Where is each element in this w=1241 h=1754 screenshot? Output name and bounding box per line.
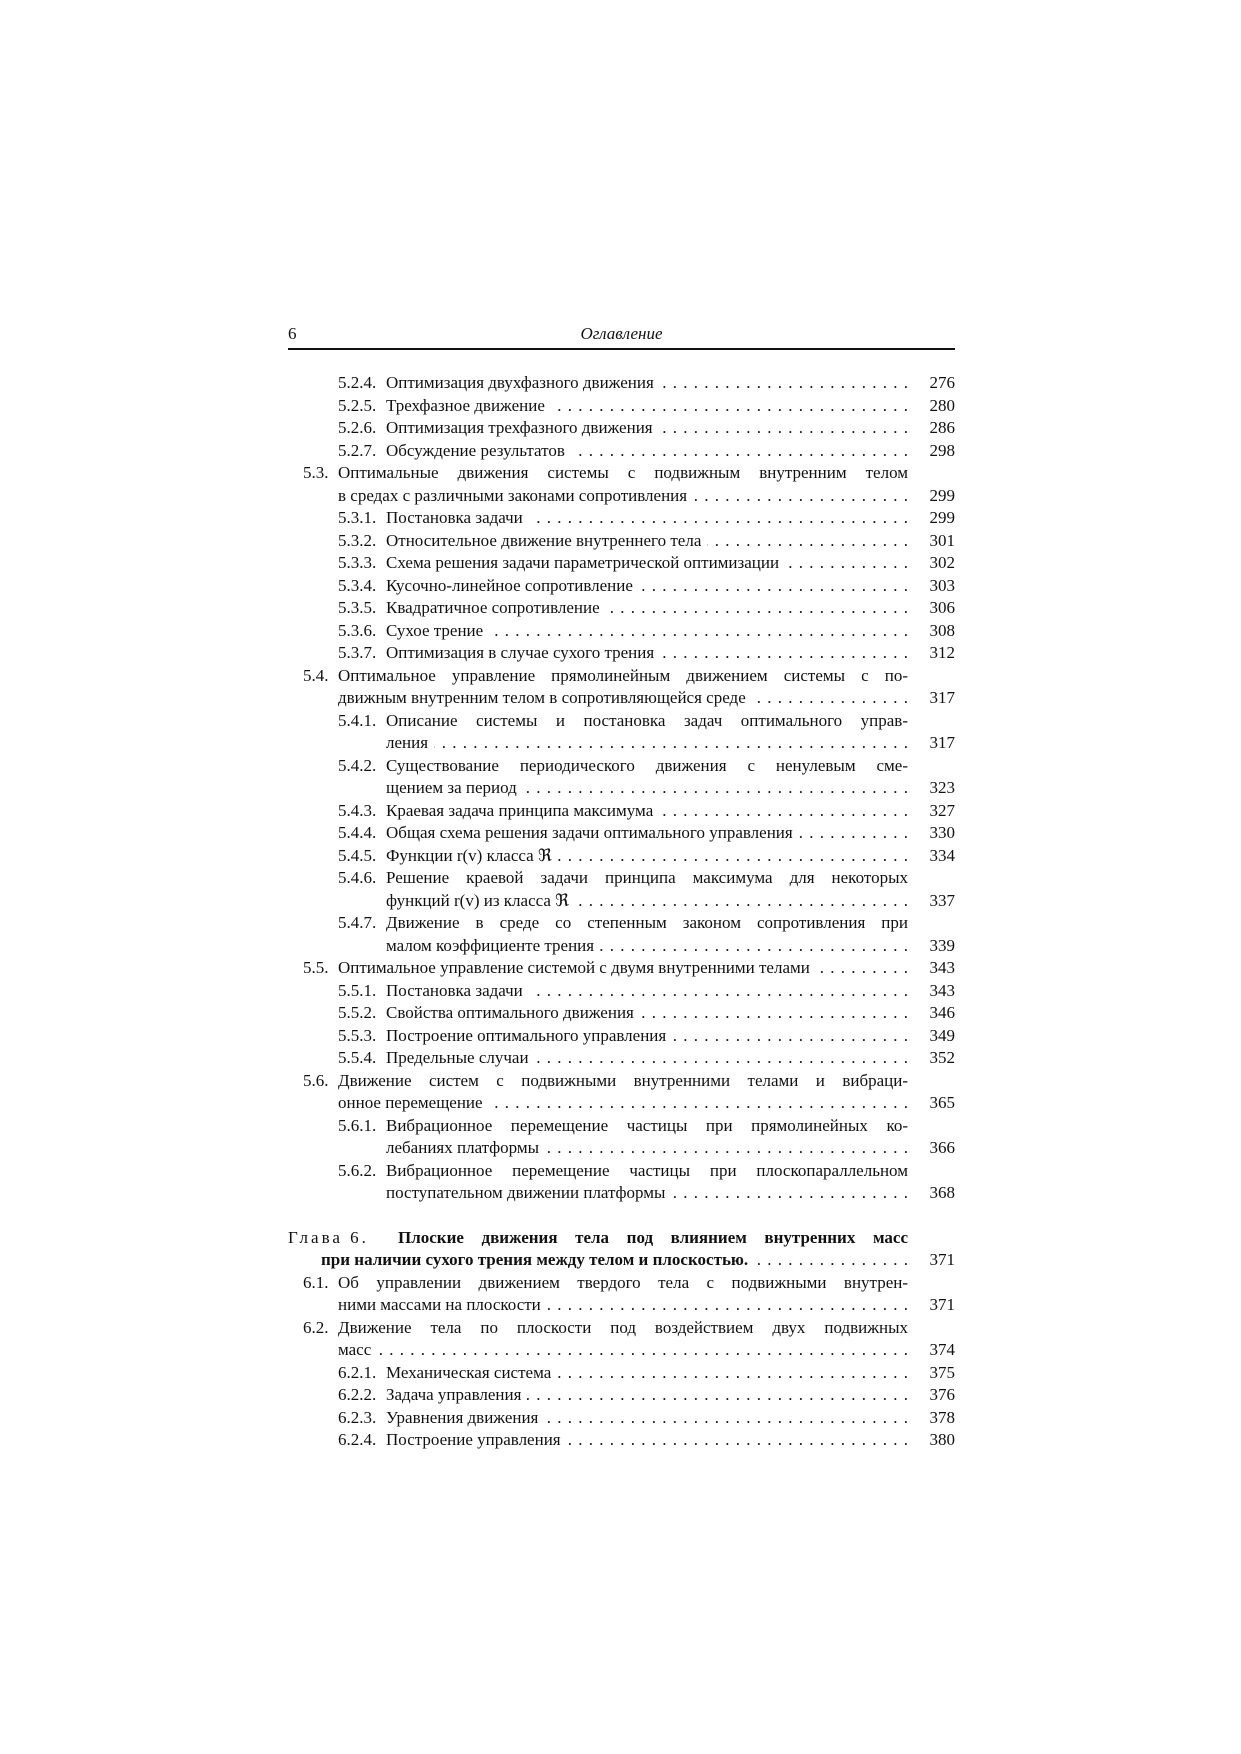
toc-entry-line bbox=[288, 1002, 955, 1025]
section-number: 5.4.6. bbox=[338, 868, 377, 887]
page-ref: 334 bbox=[929, 845, 955, 865]
toc-entry[interactable] bbox=[288, 417, 955, 440]
section-title: Движение в среде со степенным законом сопротивления при bbox=[386, 913, 908, 932]
leader-dots bbox=[571, 440, 908, 463]
leader-dots bbox=[544, 1407, 908, 1430]
section-title: Функции r(v) класса ℜ bbox=[386, 845, 552, 865]
leader-dots bbox=[489, 1092, 908, 1115]
toc-entry-line bbox=[288, 1384, 955, 1407]
section-title: Уравнения движения bbox=[386, 1407, 539, 1427]
running-title: Оглавление bbox=[580, 324, 663, 343]
section-number: 5.4.1. bbox=[338, 710, 377, 730]
section-title: Движение тела по плоскости под воздействием двух подвижных bbox=[338, 1317, 908, 1337]
section-number: 5.3.1. bbox=[338, 508, 377, 527]
leader-dots bbox=[752, 687, 908, 710]
toc-entry[interactable] bbox=[288, 1362, 955, 1385]
page-ref: 286 bbox=[929, 418, 955, 437]
section-number: 5.6.1. bbox=[338, 1115, 377, 1135]
section-title: Построение управления bbox=[386, 1430, 561, 1449]
page-ref: 371 bbox=[929, 1250, 955, 1269]
leader-dots bbox=[377, 1339, 908, 1362]
toc-entry[interactable] bbox=[288, 642, 955, 665]
section-number: 5.3.2. bbox=[338, 530, 377, 550]
section-title: при наличии сухого трения между телом и плоскостью. bbox=[321, 1250, 749, 1269]
section-title: поступательном движении платформы bbox=[386, 1183, 666, 1202]
section-title: Краевая задача принципа максимума bbox=[386, 800, 654, 820]
toc-entry-line bbox=[288, 957, 955, 980]
section-title: щением за период bbox=[386, 778, 517, 797]
toc-entry[interactable] bbox=[288, 957, 955, 980]
toc-entry-line bbox=[288, 980, 955, 1003]
section-title: Движение систем с подвижными внутренними телами и вибраци- bbox=[338, 1070, 908, 1090]
page-ref: 317 bbox=[929, 733, 955, 752]
toc-entry-line bbox=[288, 890, 955, 913]
page-ref: 352 bbox=[929, 1048, 955, 1067]
toc-entry[interactable] bbox=[288, 755, 955, 800]
toc-entry[interactable] bbox=[288, 912, 955, 957]
section-title: Общая схема решения задачи оптимального управления bbox=[386, 823, 793, 842]
section-title: Оптимизация в случае сухого трения bbox=[386, 643, 655, 662]
toc-entry[interactable] bbox=[288, 1002, 955, 1025]
leader-dots bbox=[489, 620, 908, 643]
toc-entry[interactable] bbox=[288, 552, 955, 575]
page-ref: 301 bbox=[929, 530, 955, 550]
leader-dots bbox=[434, 732, 908, 755]
leader-dots bbox=[659, 800, 908, 823]
toc-entry-line bbox=[288, 417, 955, 440]
toc-entry-line bbox=[288, 1160, 908, 1183]
section-title: Оптимальное управление системой с двумя внутренними телами bbox=[338, 958, 810, 977]
leader-dots bbox=[557, 1362, 908, 1385]
toc-entry[interactable] bbox=[288, 1407, 955, 1430]
section-title: ления bbox=[386, 733, 429, 752]
toc-entry[interactable] bbox=[288, 1272, 955, 1317]
section-title: Задача управления bbox=[386, 1385, 522, 1404]
section-title: Свойства оптимального движения bbox=[386, 1003, 634, 1022]
leader-dots bbox=[558, 845, 908, 868]
toc-entry[interactable] bbox=[288, 462, 955, 507]
toc-entry[interactable] bbox=[288, 372, 955, 395]
toc-entry-line bbox=[288, 777, 955, 800]
section-number: 6.2.1. bbox=[338, 1362, 377, 1382]
section-number: 5.5. bbox=[303, 958, 329, 977]
leader-dots bbox=[567, 1429, 908, 1452]
toc-entry-line bbox=[288, 912, 908, 935]
page-ref: 343 bbox=[929, 958, 955, 977]
leader-dots bbox=[551, 395, 908, 418]
leader-dots bbox=[640, 1002, 908, 1025]
section-title: Схема решения задачи параметрической оптимизации bbox=[386, 553, 780, 572]
toc-entry[interactable] bbox=[288, 1025, 955, 1048]
toc-entry-line bbox=[288, 597, 955, 620]
page-ref: 299 bbox=[929, 485, 955, 505]
leader-dots bbox=[799, 822, 908, 845]
page-ref: 308 bbox=[929, 620, 955, 640]
section-number: 6.2.3. bbox=[338, 1407, 377, 1427]
page-ref: 317 bbox=[929, 688, 955, 707]
toc-entry[interactable] bbox=[288, 575, 955, 598]
toc-entry[interactable] bbox=[288, 1384, 955, 1407]
toc-entry[interactable] bbox=[288, 530, 955, 553]
toc-entry-line bbox=[288, 732, 955, 755]
section-title: Построение оптимального управления bbox=[386, 1025, 667, 1045]
page-ref: 349 bbox=[929, 1025, 955, 1045]
page-ref: 346 bbox=[929, 1003, 955, 1022]
section-number: 5.5.3. bbox=[338, 1025, 377, 1045]
section-title: малом коэффициенте трения bbox=[386, 935, 595, 955]
section-title: Постановка задачи bbox=[386, 508, 523, 527]
section-number: 5.2.5. bbox=[338, 395, 377, 415]
table-of-contents bbox=[288, 372, 955, 1452]
section-title: Механическая система bbox=[386, 1362, 552, 1382]
page-ref: 371 bbox=[929, 1295, 955, 1314]
page-ref: 330 bbox=[929, 823, 955, 842]
page-ref: 374 bbox=[929, 1340, 955, 1359]
toc-entry[interactable] bbox=[288, 440, 955, 463]
toc-entry[interactable] bbox=[288, 1047, 955, 1070]
section-title: Об управлении движением твердого тела с подвижными внутрен- bbox=[338, 1272, 908, 1292]
section-title: ними массами на плоскости bbox=[338, 1295, 541, 1314]
section-title: движным внутренним телом в сопротивляющейся среде bbox=[338, 688, 746, 707]
section-number: 5.3.5. bbox=[338, 598, 377, 617]
toc-entry-line bbox=[288, 1407, 955, 1430]
page-ref: 368 bbox=[929, 1183, 955, 1202]
toc-entry-line bbox=[288, 822, 955, 845]
leader-dots bbox=[529, 980, 908, 1003]
page-ref: 302 bbox=[929, 553, 955, 572]
section-title: Предельные случаи bbox=[386, 1048, 529, 1067]
page-ref: 375 bbox=[929, 1362, 955, 1382]
page-ref: 298 bbox=[929, 440, 955, 460]
page-ref: 378 bbox=[929, 1407, 955, 1427]
page-ref: 339 bbox=[929, 935, 955, 955]
section-title: лебаниях платформы bbox=[386, 1138, 540, 1157]
toc-entry-line bbox=[288, 1429, 955, 1452]
leader-dots bbox=[707, 530, 908, 553]
page-ref: 343 bbox=[929, 980, 955, 1000]
leader-dots bbox=[545, 1137, 908, 1160]
section-title: Вибрационное перемещение частицы при плоскопараллельном bbox=[386, 1160, 908, 1180]
toc-entry[interactable] bbox=[288, 395, 955, 418]
toc-entry[interactable] bbox=[288, 710, 955, 755]
toc-entry[interactable] bbox=[288, 620, 955, 643]
page-number: 6 bbox=[288, 324, 297, 343]
page-ref: 365 bbox=[929, 1093, 955, 1112]
section-title: Оптимальное управление прямолинейным движением системы с по- bbox=[338, 665, 908, 685]
leader-dots bbox=[754, 1249, 908, 1272]
toc-entry-line bbox=[288, 665, 908, 688]
section-number: 5.2.4. bbox=[338, 373, 377, 392]
section-number: 5.4.4. bbox=[338, 823, 377, 842]
page-ref: 337 bbox=[929, 890, 955, 910]
section-number: 5.4.5. bbox=[338, 845, 377, 865]
toc-entry[interactable] bbox=[288, 800, 955, 823]
toc-entry-line bbox=[288, 935, 955, 958]
section-number: 5.4.2. bbox=[338, 755, 377, 775]
section-title: Квадратичное сопротивление bbox=[386, 598, 600, 617]
toc-entry-line bbox=[288, 1137, 955, 1160]
toc-entry-line bbox=[288, 1317, 908, 1340]
toc-entry-line bbox=[288, 845, 955, 868]
leader-dots bbox=[547, 1294, 908, 1317]
section-number: 6.1. bbox=[303, 1272, 329, 1292]
section-title: Сухое трение bbox=[386, 620, 484, 640]
toc-entry-line bbox=[288, 507, 955, 530]
page-ref: 366 bbox=[929, 1138, 955, 1157]
toc-entry[interactable] bbox=[288, 1160, 955, 1205]
section-title: Существование периодического движения с ненулевым сме- bbox=[386, 755, 908, 775]
page-ref: 299 bbox=[929, 508, 955, 527]
leader-dots bbox=[523, 777, 908, 800]
toc-entry-line bbox=[288, 395, 955, 418]
section-number: 5.4. bbox=[303, 665, 329, 685]
section-title: Кусочно-линейное сопротивление bbox=[386, 575, 633, 595]
page-ref: 303 bbox=[929, 575, 955, 595]
toc-entry[interactable] bbox=[288, 822, 955, 845]
section-title: Описание системы и постановка задач оптимального управ- bbox=[386, 710, 908, 730]
leader-dots bbox=[671, 1182, 908, 1205]
toc-entry[interactable] bbox=[288, 1429, 955, 1452]
section-title: онное перемещение bbox=[338, 1093, 483, 1112]
toc-entry-line bbox=[288, 530, 955, 553]
toc-entry-line bbox=[288, 710, 908, 733]
section-number: 6.2. bbox=[303, 1317, 329, 1337]
leader-dots bbox=[785, 552, 908, 575]
toc-entry-line bbox=[288, 1362, 955, 1385]
leader-dots bbox=[660, 642, 908, 665]
page-ref: 280 bbox=[929, 395, 955, 415]
toc-entry-line bbox=[288, 1115, 908, 1138]
running-header bbox=[288, 322, 955, 350]
section-number: 5.2.6. bbox=[338, 418, 377, 437]
section-number: 6.2.2. bbox=[338, 1385, 377, 1404]
toc-entry-line bbox=[288, 1294, 955, 1317]
section-title: Оптимизация двухфазного движения bbox=[386, 373, 654, 392]
toc-entry-line bbox=[288, 1249, 955, 1272]
section-number: 5.5.2. bbox=[338, 1003, 377, 1022]
leader-dots bbox=[527, 1384, 908, 1407]
page-ref: 323 bbox=[929, 778, 955, 797]
toc-entry[interactable] bbox=[288, 507, 955, 530]
toc-entry-line bbox=[288, 552, 955, 575]
toc-entry[interactable] bbox=[288, 867, 955, 912]
toc-entry[interactable] bbox=[288, 597, 955, 620]
toc-entry-line bbox=[288, 1227, 908, 1250]
toc-entry[interactable] bbox=[288, 980, 955, 1003]
toc-entry-line bbox=[288, 1070, 908, 1093]
section-title: Плоские движения тела под влиянием внутренних масс bbox=[398, 1227, 908, 1247]
toc-entry-line bbox=[288, 462, 908, 485]
section-number: Глава 6. bbox=[288, 1227, 369, 1247]
section-title: Трехфазное движение bbox=[386, 395, 545, 415]
toc-entry[interactable] bbox=[288, 1070, 955, 1115]
page-ref: 376 bbox=[929, 1385, 955, 1404]
section-title: в средах с различными законами сопротивления bbox=[338, 485, 688, 505]
leader-dots bbox=[529, 507, 908, 530]
leader-dots bbox=[606, 597, 908, 620]
toc-entry-line bbox=[288, 687, 955, 710]
toc-entry-line bbox=[288, 867, 908, 890]
page-ref: 312 bbox=[929, 643, 955, 662]
section-number: 5.3.3. bbox=[338, 553, 377, 572]
toc-entry[interactable] bbox=[288, 1317, 955, 1362]
section-number: 5.5.4. bbox=[338, 1048, 377, 1067]
leader-dots bbox=[693, 485, 908, 508]
section-title: Относительное движение внутреннего тела bbox=[386, 530, 702, 550]
toc-entry[interactable] bbox=[288, 1115, 955, 1160]
leader-dots bbox=[672, 1025, 908, 1048]
toc-entry-line bbox=[288, 620, 955, 643]
toc-entry[interactable] bbox=[288, 845, 955, 868]
leader-dots bbox=[600, 935, 908, 958]
toc-entry-line bbox=[288, 575, 955, 598]
toc-entry-line bbox=[288, 1025, 955, 1048]
section-number: 5.3.4. bbox=[338, 575, 377, 595]
toc-entry-line bbox=[288, 755, 908, 778]
chapter-entry[interactable] bbox=[288, 1227, 955, 1272]
toc-entry[interactable] bbox=[288, 665, 955, 710]
toc-entry-line bbox=[288, 1047, 955, 1070]
section-number: 5.3.7. bbox=[338, 643, 377, 662]
toc-entry-line bbox=[288, 1092, 955, 1115]
section-number: 5.6. bbox=[303, 1070, 329, 1090]
leader-dots bbox=[535, 1047, 908, 1070]
page-ref: 380 bbox=[929, 1430, 955, 1449]
section-title: масс bbox=[338, 1340, 372, 1359]
section-number: 5.3. bbox=[303, 463, 329, 482]
page-ref: 306 bbox=[929, 598, 955, 617]
leader-dots bbox=[659, 417, 908, 440]
section-title: Обсуждение результатов bbox=[386, 440, 565, 460]
section-number: 5.3.6. bbox=[338, 620, 377, 640]
page-ref: 327 bbox=[929, 800, 955, 820]
section-number: 5.5.1. bbox=[338, 980, 377, 1000]
section-title: Оптимизация трехфазного движения bbox=[386, 418, 653, 437]
section-number: 5.2.7. bbox=[338, 440, 377, 460]
toc-entry-line bbox=[288, 642, 955, 665]
section-number: 6.2.4. bbox=[338, 1430, 377, 1449]
leader-dots bbox=[575, 890, 908, 913]
section-title: Оптимальные движения системы с подвижным внутренним телом bbox=[338, 463, 908, 482]
toc-entry-line bbox=[288, 800, 955, 823]
leader-dots bbox=[639, 575, 908, 598]
section-number: 5.4.7. bbox=[338, 913, 377, 932]
leader-dots bbox=[660, 372, 908, 395]
section-title: Вибрационное перемещение частицы при прямолинейных ко- bbox=[386, 1115, 908, 1135]
section-title: функций r(v) из класса ℜ bbox=[386, 890, 570, 910]
section-title: Решение краевой задачи принципа максимума для некоторых bbox=[386, 868, 908, 887]
page-ref: 276 bbox=[929, 373, 955, 392]
toc-entry-line bbox=[288, 1272, 908, 1295]
section-title: Постановка задачи bbox=[386, 980, 523, 1000]
toc-entry-line bbox=[288, 372, 955, 395]
toc-entry-line bbox=[288, 440, 955, 463]
toc-entry-line bbox=[288, 485, 955, 508]
leader-dots bbox=[816, 957, 908, 980]
toc-entry-line bbox=[288, 1182, 955, 1205]
section-number: 5.6.2. bbox=[338, 1160, 377, 1180]
section-number: 5.4.3. bbox=[338, 800, 377, 820]
toc-entry-line bbox=[288, 1339, 955, 1362]
